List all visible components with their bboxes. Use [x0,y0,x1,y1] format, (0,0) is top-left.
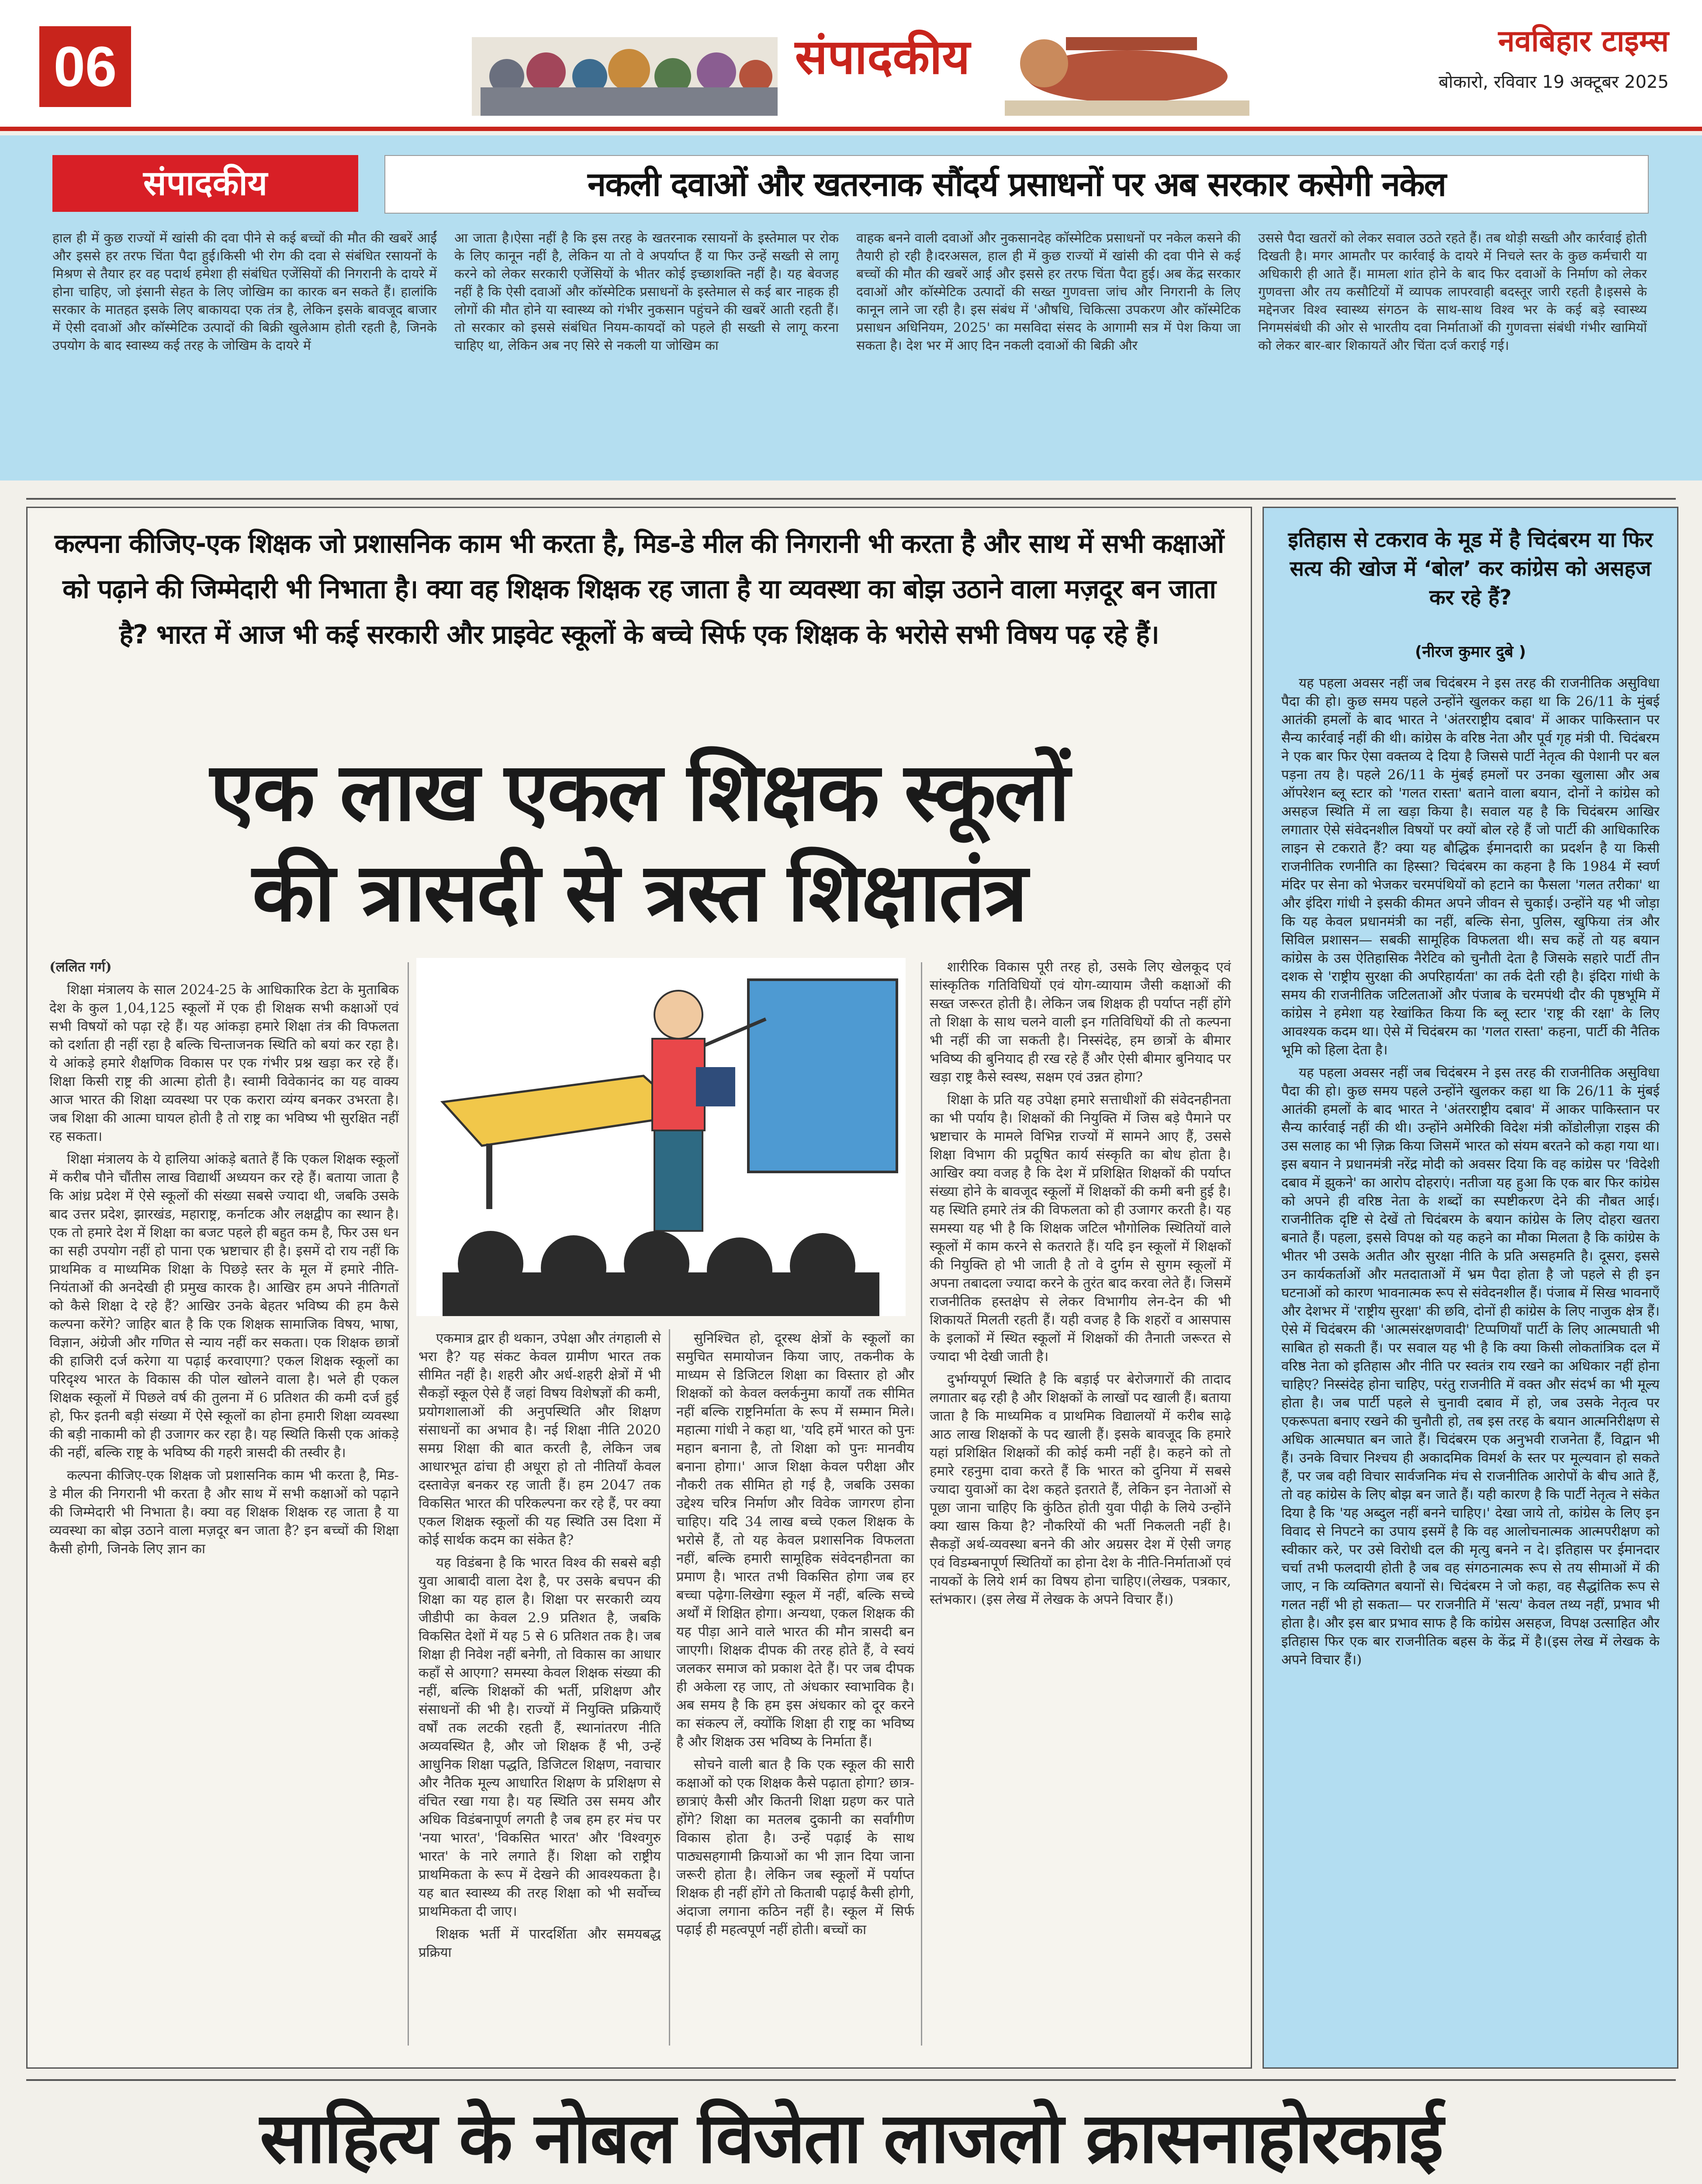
paper-name: नवबिहार टाइम्स [1498,24,1669,59]
teacher-book [696,1067,735,1106]
crowd-illustration [472,11,778,116]
article-column-4 [930,958,1231,2050]
classroom-illustration [416,958,906,1316]
article-column-3 [676,1329,914,2050]
blackboard [748,980,897,1172]
desk-leg [486,1144,492,1209]
editorial-column: वाहक बनने वाली दवाओं और नुकसानदेह कॉस्मेटिक प्रसाधनों पर नकेल कसने की तैयारी हो रही है।दरअसल, हाल ही में कुछ राज्यों में खांसी की दवा पीने से कई बच्चों की मौत की खबरें आई और इससे हर तरफ चिंता पैदा हुई। अब केंद्र सरकार दवाओं और कॉस्मेटिक उत्पादों की सख्त गुणवत्ता जांच और निगरानी के लिए कानून लाने जा रही है। इस संबंध में 'औषधि, चिकित्सा उपकरण और कॉस्मेटिक प्रसाधन अधिनियम, 2025' का मसविदा संसद के आगामी सत्र में पेश किया जा सकता है। देश भर में आए दिन नकली दवाओं की बिक्री और [856,231,1241,353]
article-paragraph: शिक्षक भर्ती में पारदर्शिता और समयबद्ध प्रक्रिया [419,1926,661,1960]
crowd-figure [526,52,566,92]
article-paragraph: दुर्भाग्यपूर्ण स्थिति है कि बड़ाई पर बेरोजगारों की तादाद लगातार बढ़ रही है और शिक्षकों के लाखों पद खाली हैं। बताया जाता है कि माध्यमिक व प्राथमिक विद्यालयों में करीब साढ़े आठ लाख शिक्षकों के पद खाली हैं। इसके बावजूद कि हमारे यहां प्रशिक्षित शिक्षकों की कोई कमी नहीं है। कहने को तो हमारे रहनुमा दावा करते हैं कि भारत को दुनिया में सबसे ज्यादा युवाओं का देश कहते इतराते हैं, लेकिन इन नेताओं से पूछा जाना चाहिए कि कुंठित होती युवा पीढ़ी के लिये उन्होंने क्या खास किया है? नौकरियों की भर्ती निकलती नहीं है। सैकड़ों अर्थ-व्यवस्था बनने की ओर अग्रसर देश में ऐसी जगह एवं विडम्बनापूर्ण स्थितियों का होना देश के नीति-निर्माताओं एवं नायकों के लिये शर्म का विषय होना चाहिए।(लेखक, पत्रकार, स्तंभकार। (इस लेख में लेखक के अपने विचार हैं।) [930,1372,1231,1607]
article-blurb: कल्पना कीजिए-एक शिक्षक जो प्रशासनिक काम भी करता है, मिड-डे मील की निगरानी भी करता है और साथ में सभी कक्षाओं को पढ़ाने की जिम्मेदारी भी निभाता है। क्या वह शिक्षक शिक्षक रह जाता है या व्यवस्था का बोझ उठाने वाला मज़दूर बन जाता है? भारत में आज भी कई सरकारी और प्राइवेट स्कूलों के बच्चे सिर्फ एक शिक्षक के भरोसे सभी विषय पढ़ रहे हैं। [54,529,1224,650]
side-paragraph: यह पहला अवसर नहीं जब चिदंबरम ने इस तरह की राजनीतिक असुविधा पैदा की हो। कुछ समय पहले उन्होंने खुलकर कहा था कि 26/11 के मुंबई आतंकी हमलों के बाद भारत ने 'अंतरराष्ट्रीय दबाव' में आकर पाकिस्तान पर सैन्य कार्रवाई नहीं की थी। कांग्रेस के वरिष्ठ नेता और पूर्व गृह मंत्री पी. चिदंबरम ने एक बार फिर ऐसा वक्तव्य दे दिया है जिससे पार्टी नेतृत्व की पेशानी पर बल पड़ना तय है। पहले 26/11 के मुंबई हमलों पर उनका खुलासा और अब ऑपरेशन ब्लू स्टार को 'गलत रास्ता' बताने वाला बयान, दोनों ने कांग्रेस को असहज स्थिति में ला खड़ा किया है। सवाल यह है कि चिदंबरम आखिर लगातार ऐसे संवेदनशील विषयों पर क्यों बोल रहे हैं जो पार्टी की आधिकारिक लाइन से टकराते हैं? क्या यह बौद्धिक ईमानदारी का प्रदर्शन है या किसी राजनीतिक रणनीति का हिस्सा? चिदंबरम का कहना है कि 1984 में स्वर्ण मंदिर पर सेना को भेजकर चरमपंथियों को हटाने का फैसला 'गलत तरीका' था और इंदिरा गांधी ने इसकी कीमत अपने जीवन से चुकाई। उन्होंने यह भी जोड़ा कि यह केवल प्रधानमंत्री का नहीं, बल्कि सेना, पुलिस, खुफिया तंत्र और सिविल प्रशासन— सबकी सामूहिक विफलता थी। सच कहें तो यह बयान कांग्रेस के उस ऐतिहासिक नैरेटिव को चुनौती देता है जिसके सहारे पार्टी तीन दशक से 'राष्ट्रीय सुरक्षा की अपरिहार्यता' का तर्क देती रही है। इंदिरा गांधी के समय की राजनीतिक जटिलताओं और पंजाब के चरमपंथी दौर की पृष्ठभूमि में कांग्रेस ने हमेशा यह रेखांकित किया कि ब्लू स्टार 'राष्ट्र की रक्षा' के लिए आवश्यक कदम था। ऐसे में चिदंबरम का 'गलत रास्ता' कहना, पार्टी की नैतिक भूमि को हिला देता है। [1281,675,1660,1058]
teacher-head [654,991,702,1039]
education-article [26,507,1252,2069]
article-paragraph: कल्पना कीजिए-एक शिक्षक जो प्रशासनिक काम भी करता है, मिड-डे मील की निगरानी भी करता है और साथ में सभी कक्षाओं को पढ़ाने की जिम्मेदारी भी निभाता है। क्या वह शिक्षक शिक्षक रह जाता है या व्यवस्था का बोझ उठाने वाला मज़दूर बन जाता है? इन बच्चों की शिक्षा कैसी होगी, जिनके लिए ज्ञान का [49,1468,399,1557]
editorial-tag [52,155,358,212]
page-number-box [39,26,131,107]
section-banner [472,11,1249,116]
article-byline: (ललित गर्ग) [49,959,112,975]
article-paragraph: एकमात्र द्वार ही थकान, उपेक्षा और तंगहाली से भरा है? यह संकट केवल ग्रामीण भारत तक सीमित नहीं है। शहरी और अर्ध-शहरी क्षेत्रों में भी सैकड़ों स्कूल ऐसे हैं जहां विषय विशेषज्ञों की कमी, प्रयोगशालाओं की अनुपस्थिति और शिक्षण संसाधनों का अभाव है। नई शिक्षा नीति 2020 समग्र शिक्षा की बात करती है, लेकिन जब आधारभूत ढांचा ही अधूरा हो तो नीतियाँ केवल दस्तावेज़ बनकर रह जाती हैं। हम 2047 तक विकसित भारत की परिकल्पना कर रहे हैं, पर क्या एकल शिक्षक स्कूलों की यह स्थिति उस दिशा में कोई सार्थक कदम का संकेत है? [419,1330,661,1548]
column-divider [669,1329,670,2046]
editorial-headline-box [384,155,1649,214]
page-number: 06 [53,35,117,98]
side-byline: (नीरज कुमार दुबे ) [1415,643,1526,661]
students-row [443,1272,879,1316]
article-paragraph: सुनिश्चित हो, दूरस्थ क्षेत्रों के स्कूलों का समुचित समायोजन किया जाए, तकनीक के माध्यम से डिजिटल शिक्षा का विस्तार हो और शिक्षकों को केवल क्लर्कनुमा कार्यों तक सीमित नहीं बल्कि राष्ट्रनिर्माता के रूप में सम्मान मिले। महात्मा गांधी ने कहा था, 'यदि हमें भारत को पुनः महान बनाना है, तो शिक्षा को पुनः मानवीय बनाना होगा।' आज शिक्षा केवल परीक्षा और नौकरी तक सीमित हो गई है, जबकि उसका उद्देश्य चरित्र निर्माण और विवेक जागरण होना चाहिए। यदि 34 लाख बच्चे एकल शिक्षक के भरोसे हैं, तो यह केवल प्रशासनिक विफलता नहीं, बल्कि हमारी सामूहिक संवेदनहीनता का प्रमाण है। भारत तभी विकसित होगा जब हर बच्चा पढ़ेगा-लिखेगा स्कूल में नहीं, बल्कि सच्चे अर्थों में शिक्षित होगा। अन्यथा, एकल शिक्षक की यह पीड़ा आने वाले भारत की मौन त्रासदी बन जाएगी। शिक्षक दीपक की तरह होते हैं, वे स्वयं जलकर समाज को प्रकाश देते हैं। पर जब दीपक ही अकेला रह जाए, तो अंधकार स्वाभाविक है। अब समय है कि हम इस अंधकार को दूर करने का संकल्प लें, क्योंकि शिक्षा ही राष्ट्र का भविष्य है और शिक्षक उस भविष्य के निर्माता हैं। [676,1330,914,1750]
article-headline-line2: की त्रासदी से त्रस्त शिक्षातंत्र [252,845,1026,940]
editorial-section [0,135,1702,480]
article-headline-line1: एक लाख एकल शिक्षक स्कूलों [210,745,1069,839]
editorial-column: हाल ही में कुछ राज्यों में खांसी की दवा पीने से कई बच्चों की मौत की खबरें आईं और इससे हर तरफ चिंता पैदा हुई।किसी भी रोग की दवा से संबंधित रसायनों के मिश्रण से तैयार हर वह पदार्थ हमेशा ही संबंधित एजेंसियों की निगरानी के दायरे में होना चाहिए, जो इंसानी सेहत के लिए जोखिम का कारक बन सकते हैं। हालांकि सरकार के मातहत इसके लिए बाकायदा एक तंत्र है, लेकिन इसके बावजूद बाजार में ऐसी दवाओं और कॉस्मेटिक उत्पादों की बिक्री खुलेआम होती रहती है, जिनके उपयोग के बाद स्वास्थ्य कई तरह के जोखिम के दायरे में [52,231,437,353]
side-paragraph: यह पहला अवसर नहीं जब चिदंबरम ने इस तरह की राजनीतिक असुविधा पैदा की हो। कुछ समय पहले उन्होंने खुलकर कहा था कि 26/11 के मुंबई आतंकी हमलों के बाद भारत ने 'अंतरराष्ट्रीय दबाव' में आकर पाकिस्तान पर सैन्य कार्रवाई नहीं की थी। उन्होंने अमेरिकी विदेश मंत्री कोंडोलीज़ा राइस की उस सलाह का भी ज़िक्र किया जिसमें भारत को संयम बरतने को कहा गया था। इस बयान ने प्रधानमंत्री नरेंद्र मोदी को अवसर दिया कि वह कांग्रेस पर 'विदेशी दबाव में झुकने' का आरोप दोहराएं। नतीजा यह हुआ कि एक बार फिर कांग्रेस को अपने ही वरिष्ठ नेता के शब्दों का स्पष्टीकरण देने की नौबत आई। राजनीतिक दृष्टि से देखें तो चिदंबरम के बयान कांग्रेस के लिए दोहरा खतरा बनाते हैं। पहला, इससे विपक्ष को यह कहने का मौका मिलता है कि कांग्रेस के भीतर भी उसके अतीत और सुरक्षा नीति के प्रति असहमति है। दूसरा, इससे उन कार्यकर्ताओं और मतदाताओं में भ्रम पैदा होता है जो पहले से ही इन घटनाओं को कारण भावनात्मक रूप से संवेदनशील हैं। पंजाब में सिख भावनाएँ और देशभर में 'राष्ट्रीय सुरक्षा' की छवि, दोनों ही कांग्रेस के लिए नाजुक क्षेत्र हैं। ऐसे में चिदंबरम की 'आत्मसंरक्षणवादी' टिप्पणियाँ पार्टी के लिए आत्मघाती भी साबित हो सकती हैं। पर सवाल यह भी है कि क्या किसी लोकतांत्रिक दल में वरिष्ठ नेता को इतिहास और नीति पर स्वतंत्र राय रखने का अधिकार नहीं होना चाहिए? निस्संदेह होना चाहिए, परंतु राजनीति में वक्त और संदर्भ का भी मूल्य होता है। जब पार्टी पहले से चुनावी दबाव में हो, जब उसके नेतृत्व पर एकरूपता बनाए रखने की चुनौती हो, तब इस तरह के बयान आत्मनिरीक्षण से अधिक आत्मघात बन जाते हैं। चिदंबरम एक अनुभवी राजनेता हैं, विद्वान भी हैं। उनके विचार निश्चय ही अकादमिक विमर्श के स्तर पर मूल्यवान हो सकते हैं, पर जब वही विचार सार्वजनिक मंच से राजनीतिक आरोपों के बीच आते हैं, तो वह कांग्रेस के लिए बोझ बन जाते हैं। यही कारण है कि पार्टी नेतृत्व ने संकेत दिया है कि 'यह अब्दुल नहीं बनने चाहिए।' देखा जाये तो, कांग्रेस के लिए इन विवाद से निपटने का उपाय इसमें है कि वह आलोचनात्मक आत्मपरीक्षण को स्वीकार करे, पर उसे विरोधी दल की मृत्यु बनने न दे। इतिहास पर ईमानदार चर्चा तभी फलदायी होती है जब वह संगठनात्मक रूप से तय सीमाओं में की जाए, न कि व्यक्तिगत बयानों से। चिदंबरम ने जो कहा, वह सैद्धांतिक रूप से गलत नहीं भी हो सकता— पर राजनीति में 'सत्य' केवल तथ्य नहीं, प्रभाव भी होता है। और इस बार प्रभाव साफ है कि कांग्रेस असहज, विपक्ष उत्साहित और इतिहास फिर एक बार राजनीतिक बहस के केंद्र में है।(इस लेख में लेखक के अपने विचार हैं।) [1281,1065,1660,1668]
caricature-ground [1005,100,1249,116]
crowd-bodies [481,87,778,116]
section-title: संपादकीय [795,29,970,85]
column-divider [921,962,922,2046]
article-column-2 [419,1329,661,2050]
article-column-1 [49,958,399,2050]
masthead-rule [0,127,1702,131]
editorial-tag-label: संपादकीय [143,164,267,203]
side-body [1281,674,1660,2054]
caricature-head [1020,39,1068,87]
crowd-figure [608,49,650,91]
article-paragraph: शिक्षा के प्रति यह उपेक्षा हमारे सत्ताधीशों की संवेदनहीनता का भी पर्याय है। शिक्षकों की नियुक्ति में जिस बड़े पैमाने पर भ्रष्टाचार के मामले विभिन्न राज्यों में सामने आए हैं, उससे शिक्षा विभाग की प्रदूषित कार्य संस्कृति का बोध होता है। आखिर क्या वजह है कि देश में प्रशिक्षित शिक्षकों की पर्याप्त संख्या होने के बावजूद स्कूलों में शिक्षकों की कमी बनी हुई है। यह स्थिति हमारे तंत्र की विफलता को ही उजागर करती है। यह समस्या यह भी है कि शिक्षक जटिल भौगोलिक स्थितियों वाले स्कूलों में काम करने से कतराते हैं। यदि इन स्कूलों में शिक्षकों की नियुक्ति हो भी जाती है तो वे दुर्गम से सुगम स्कूलों में अपना तबादला ज्यादा करने के तुरंत बाद करवा लेते हैं। जिसमें राजनीतिक हस्तक्षेप से लेकर विभागीय लेन-देन की भी शिकायतें मिलती रहती हैं। यही वजह है कि शहरों व आसपास के इलाकों में स्थित स्कूलों में शिक्षकों की तैनाती जरूरत से ज्यादा भी देखी जाती है। [930,1092,1231,1365]
nobel-headline-line1: साहित्य के नोबल विजेता लाजलो क्रासनाहोरकाई [259,2097,1443,2179]
masthead [0,0,1702,131]
article-paragraph: सोचने वाली बात है कि एक स्कूल की सारी कक्षाओं को एक शिक्षक कैसे पढ़ाता होगा? छात्र-छात्राएं कैसी और कितनी शिक्षा ग्रहण कर पाते होंगे? शिक्षा का मतलब दुकानी का सर्वांगीण विकास होता है। उन्हें पढ़ाई के साथ पाठ्यसहगामी क्रियाओं का भी ज्ञान दिया जाना जरूरी होता है। लेकिन जब स्कूलों में पर्याप्त शिक्षक ही नहीं होंगे तो किताबी पढ़ाई कैसी होगी, अंदाजा लगाना कठिन नहीं है। स्कूल में सिर्फ पढ़ाई ही महत्वपूर्ण नहीं होती। बच्चों का [676,1757,914,1938]
nobel-article [26,2088,1676,2184]
dateline: बोकारो, रविवार 19 अक्टूबर 2025 [1439,72,1669,92]
section-rule [26,2079,1676,2081]
article-paragraph: शिक्षा मंत्रालय के साल 2024-25 के आधिकारिक डेटा के मुताबिक देश के कुल 1,04,125 स्कूलों में एक ही शिक्षक सभी कक्षाओं एवं सभी विषयों को पढ़ा रहे हैं। यह आंकड़ा हमारे शिक्षा तंत्र की विफलता को दर्शाता ही नहीं रहा है बल्कि चिन्ताजनक स्थिति को बयां कर रहा है। ये आंकड़े हमारे शैक्षणिक विकास पर एक गंभीर प्रश्न खड़ा कर रहे हैं। शिक्षा किसी राष्ट्र की आत्मा होती है। स्वामी विवेकानंद का यह वाक्य आज भारत की शिक्षा व्यवस्था पर एक करारा व्यंग्य बनकर उभरता है। जब शिक्षा की आत्मा घायल होती है तो राष्ट्र का भविष्य भी सुरक्षित नहीं रह सकता। [49,982,399,1144]
editorial-column: आ जाता है।ऐसा नहीं है कि इस तरह के खतरनाक रसायनों के इस्तेमाल पर रोक के लिए कानून नहीं है, लेकिन या तो वे अपर्याप्त हैं या फिर उन्हें सख्ती से लागू करने को लेकर सरकारी एजेंसियों के भीतर कोई इच्छाशक्ति नहीं है। यह बेवजह नहीं है कि ऐसी दवाओं और कॉस्मेटिक प्रसाधनों के इस्तेमाल से कई बार नाहक ही लोगों की मौत होने या स्वास्थ्य को गंभीर नुकसान पहुंचने की खबरें आती रहती हैं।तो सरकार को इससे संबंधित नियम-कायदों को पहले ही सख्ती से लागू करना चाहिए था, लेकिन अब नए सिरे से नकली या जोखिम का [454,231,839,353]
crowd-figure [697,52,736,92]
caricature-arm [1066,37,1197,50]
teacher-legs [654,1130,702,1231]
side-headline: इतिहास से टकराव के मूड में है चिदंबरम या फिर सत्य की खोज में ‘बोल’ कर कांग्रेस को असहज कर रहे हैं? [1288,528,1653,610]
article-paragraph: शारीरिक विकास पूरी तरह हो, उसके लिए खेलकूद एवं सांस्कृतिक गतिविधियों एवं योग-व्यायाम जैसी कक्षाओं की सख्त जरूरत होती है। लेकिन जब शिक्षक ही पर्याप्त नहीं होंगे तो शिक्षा के साथ चलने वाली इन गतिविधियों की तो कल्पना भी नहीं की जा सकती है। निस्संदेह, हम छात्रों के बीमार भविष्य की बुनियाद ही रख रहे हैं और ऐसी बीमार बुनियाद पर खड़ा राष्ट्र कैसे स्वस्थ, सक्षम एवं उन्नत होगा? [930,959,1231,1085]
editorial-headline: नकली दवाओं और खतरनाक सौंदर्य प्रसाधनों पर अब सरकार कसेगी नकेल [588,165,1446,204]
article-paragraph: शिक्षा मंत्रालय के ये हालिया आंकड़े बताते हैं कि एकल शिक्षक स्कूलों में करीब पौने चौंतीस लाख विद्यार्थी अध्ययन कर रहे हैं। बताया जाता है कि आंध्र प्रदेश में ऐसे स्कूलों की संख्या सबसे ज्यादा थी, जबकि उसके बाद उत्तर प्रदेश, झारखंड, महाराष्ट्र, कर्नाटक और लक्षद्वीप का स्थान है। एक तो हमारे देश में शिक्षा का बजट पहले ही बहुत कम है, फिर उस धन का सही उपयोग नहीं हो पाना एक भ्रष्टाचार ही है। इसमें दो राय नहीं कि प्राथमिक व माध्यमिक शिक्षा के पिछड़े स्तर के मूल में हमारे नीति-नियंताओं की अनदेखी ही प्रमुख कारक है। आखिर हम अपने नीतिगतों को कैसे शिक्षा दे रहे हैं? आखिर उनके बेहतर भविष्य की हम कैसे कल्पना करेंगे? जाहिर बात है कि एक शिक्षक सामाजिक विषय, भाषा, विज्ञान, अंग्रेजी और गणित से न्याय नहीं कर सकता। एक शिक्षक छात्रों की हाजिरी दर्ज करेगा या पढ़ाई करवाएगा? एकल शिक्षक स्कूलों का परिदृश्य भारत के विकास की पोल खोलने वाला है। भले ही एकल शिक्षक स्कूलों में पिछले वर्ष की तुलना में 6 प्रतिशत की कमी दर्ज हुई हो, फिर इतनी बड़ी संख्या में ऐसे स्कूलों का होना हमारी शिक्षा व्यवस्था की बड़ी नाकामी को ही उजागर कर रहा है। यह स्थिति किसी एक आंकड़े की नहीं, बल्कि राष्ट्र के भविष्य की गहरी त्रासदी की तस्वीर है। [49,1151,399,1461]
column-divider [408,962,409,2046]
article-paragraph: यह विडंबना है कि भारत विश्व की सबसे बड़ी युवा आबादी वाला देश है, पर उसके बचपन की शिक्षा का यह हाल है। शिक्षा पर सरकारी व्यय जीडीपी का केवल 2.9 प्रतिशत है, जबकि विकसित देशों में यह 5 से 6 प्रतिशत तक है। जब शिक्षा ही निवेश नहीं बनेगी, तो विकास का आधार कहाँ से आएगा? समस्या केवल शिक्षक संख्या की नहीं, बल्कि शिक्षकों की भर्ती, प्रशिक्षण और संसाधनों की भी है। राज्यों में नियुक्ति प्रक्रियाएँ वर्षों तक लटकी रहती हैं, स्थानांतरण नीति अव्यवस्थित है, और जो शिक्षक हैं भी, उन्हें आधुनिक शिक्षा पद्धति, डिजिटल शिक्षण, नवाचार और नैतिक मूल्य आधारित शिक्षण के प्रशिक्षण से वंचित रखा गया है। यह स्थिति उस समय और अधिक विडंबनापूर्ण लगती है जब हम हर मंच पर 'नया भारत', 'विकसित भारत' और 'विश्वगुरु भारत' के नारे लगाते हैं। शिक्षा को राष्ट्रीय प्राथमिकता के रूप में देखने की आवश्यकता है। यह बात स्वास्थ्य की तरह शिक्षा को भी सर्वोच्च प्राथमिकता दी जाए। [419,1555,661,1919]
caricature-illustration [1005,11,1249,116]
side-article [1263,507,1678,2069]
section-rule [26,498,1676,500]
editorial-column: उससे पैदा खतरों को लेकर सवाल उठते रहते हैं। तब थोड़ी सख्ती और कार्रवाई होती दिखती है। मगर आमतौर पर कार्रवाई के दायरे में निचले स्तर के कुछ कर्मचारी या अधिकारी ही आते हैं। मामला शांत होने के बाद फिर दवाओं के निर्माण को लेकर गुणवत्ता और तय कसौटियों में व्यापक लापरवाही बदस्तूर जारी रहती है।इससे के मद्देनजर विश्व स्वास्थ्य संगठन के साथ-साथ विश्व भर के कई बड़े स्वास्थ्य निगमसंबंधी की ओर से भारतीय दवा निर्माताओं की गुणवत्ता संबंधी गंभीर खामियों को लेकर बार-बार शिकायतें और चिंता दर्ज कराई गई। [1258,231,1647,353]
